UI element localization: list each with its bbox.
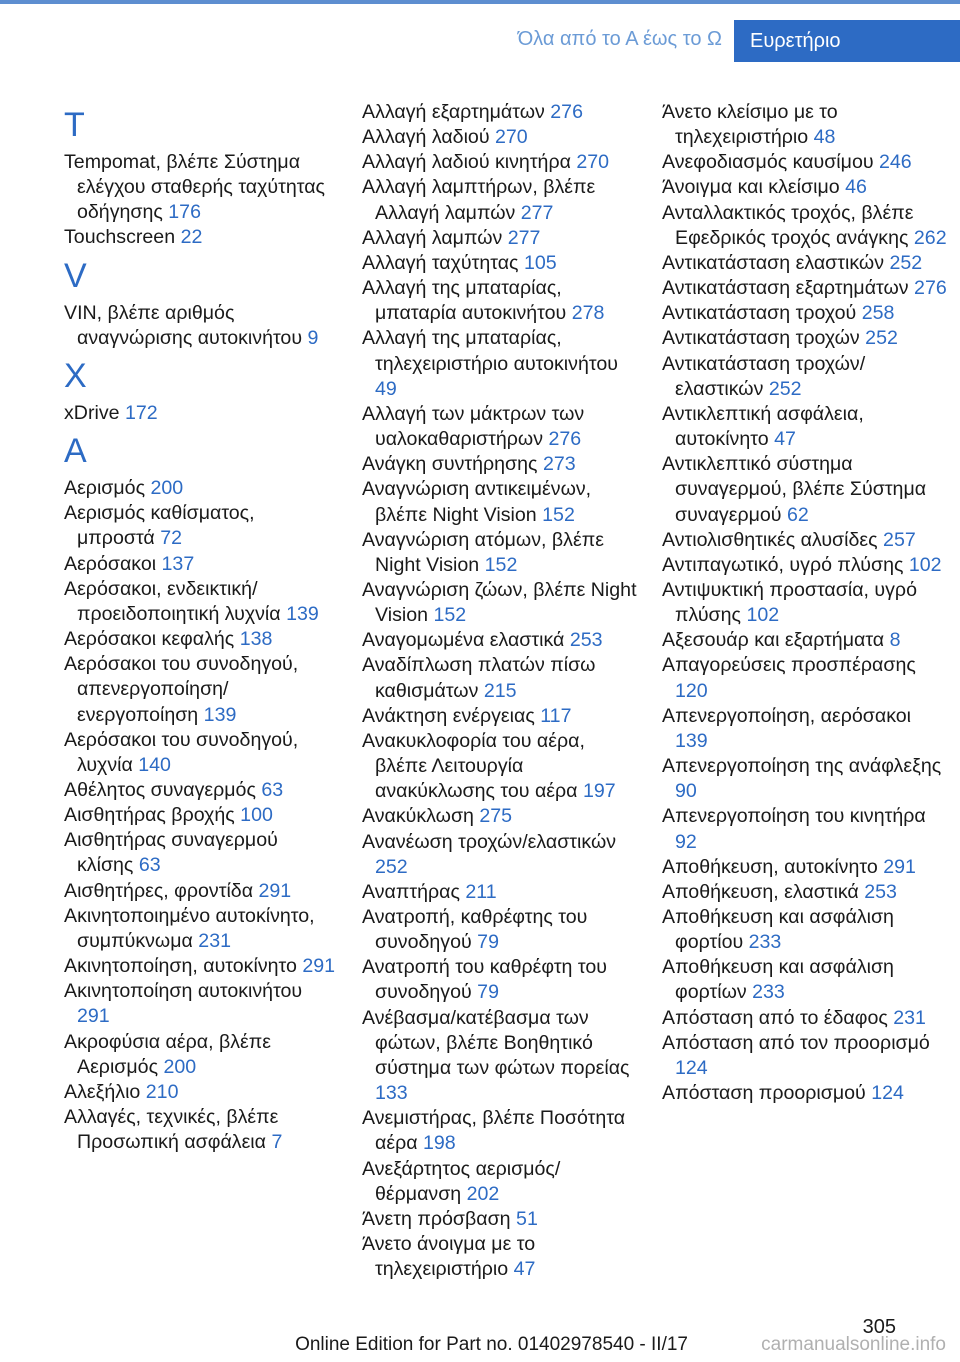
page-reference-link[interactable]: 51 [516,1207,538,1230]
index-entry [362,477,638,527]
section-title: Όλα από το Α έως το Ω [517,28,722,50]
index-entry-text: Αντικλεπτική ασφάλεια, αυτοκίνητο [662,402,864,451]
page-reference-link[interactable]: 291 [258,879,292,902]
index-entry-text: Αντιπαγωτικό, υγρό πλύσης [662,553,904,576]
page-reference-link[interactable]: 291 [883,855,916,878]
page-reference-link[interactable]: 278 [571,302,605,325]
index-entry-text: Ανατροπή, καθρέφτης του συνοδηγού [362,906,588,954]
page-reference-link[interactable]: 46 [845,176,867,199]
page-reference-link[interactable]: 257 [883,528,916,551]
index-entry [662,251,948,276]
index-entry [662,704,948,754]
index-entry-text: Αλλαγή της μπαταρίας, μπαταρία αυτοκινήτου [362,277,567,325]
index-entry [362,1207,638,1232]
page-reference-link[interactable]: 252 [375,855,408,878]
index-entry [662,276,948,301]
index-entry [64,652,336,727]
index-entry [662,301,948,326]
index-entry [362,402,638,452]
index-entry-text: Ανταλλακτικός τροχός, βλέπε Εφεδρικός τροχός ανάγκης [662,201,914,249]
page-reference-link[interactable]: 152 [433,604,467,627]
index-entry-text: Αλλαγή λαδιού [362,126,490,149]
page-reference-link[interactable]: 138 [239,628,273,651]
page-reference-link[interactable]: 79 [477,931,499,954]
index-entry-text: Ανατροπή του καθρέφτη του συνοδηγού [362,956,607,1004]
page-reference-link[interactable]: 291 [77,1005,110,1028]
index-entry [64,150,336,225]
index-entry-text: Απόσταση προορισμού [662,1082,866,1105]
page-reference-link[interactable]: 22 [180,226,203,249]
page-reference-link[interactable]: 262 [913,226,947,249]
index-entry-text: Αντικλεπτικό σύστημα συναγερμού, βλέπε Σύστημα συναγερμού [662,453,927,526]
page-reference-link[interactable]: 200 [150,477,184,500]
index-entry-text: Αισθητήρας συναγερμού κλίσης [64,829,278,877]
index-entry [64,501,336,551]
index-entry-text: Αναπτήρας [362,880,460,903]
index-entry-text: Αλλαγή εξαρτημάτων [362,101,545,123]
index-entry-text: Αναγομωμένα ελαστικά [362,629,565,652]
index-entry-text: Απενεργοποίηση της ανάφλεξης [662,755,942,778]
index-entry-text: Αποθήκευση και ασφάλιση φορτίων [662,956,894,1004]
index-entry-text: Αντικατάσταση τροχών/ελαστικών [662,352,866,400]
index-entry [362,653,638,703]
index-entry-text: Άνετη πρόσβαση [362,1207,511,1230]
page-reference-link[interactable]: 152 [542,503,575,526]
index-entry-text: Αξεσουάρ και εξαρτήματα [662,629,885,652]
page-reference-link[interactable]: 90 [675,780,697,803]
index-entry [64,879,336,904]
page-reference-link[interactable]: 63 [138,854,161,877]
page-reference-link[interactable]: 276 [548,428,582,451]
index-entry-text: Απενεργοποίηση, αερόσακοι [662,704,912,727]
page-reference-link[interactable]: 139 [675,729,708,752]
index-entry-text: Ακινητοποίηση, αυτοκίνητο [64,955,297,978]
index-letter: Α [64,432,87,471]
page-reference-link[interactable]: 48 [813,126,836,149]
index-entry [362,326,638,401]
page-reference-link[interactable]: 124 [675,1056,708,1079]
page-reference-link[interactable]: 105 [523,251,557,274]
index-entry-text: Αποθήκευση, ελαστικά [662,880,859,903]
index-entry [662,653,948,703]
index-entry [64,225,336,250]
index-letter: X [64,356,87,395]
index-entry [662,578,948,628]
page-reference-link[interactable]: 276 [914,277,947,300]
index-entry-text: Αερόσακοι του συνοδηγού, λυχνία [64,728,299,776]
index-entry [64,954,336,979]
page-reference-link[interactable]: 62 [786,503,809,526]
index-entry [662,175,948,200]
index-entry [362,880,638,905]
page-reference-link[interactable]: 253 [569,629,603,652]
page-reference-link[interactable]: 210 [145,1080,179,1103]
page-reference-link[interactable]: 140 [138,753,171,776]
page-reference-link[interactable]: 197 [582,780,616,803]
page-reference-link[interactable]: 276 [550,101,583,123]
index-entry [362,905,638,955]
index-entry [64,1030,336,1080]
index-entry [662,804,948,854]
index-entry-text: Tempomat, βλέπε Σύστημα ελέγχου σταθερής ταχύτητας οδήγησης [64,151,325,224]
page-reference-link[interactable]: 79 [477,981,499,1004]
page-reference-link[interactable]: 211 [465,880,497,903]
index-entry-text: Αερισμός [64,477,146,500]
index-entry-text: Ακινητοποίηση αυτοκινήτου [64,980,303,1003]
index-entry-text: Απενεργοποίηση του κινητήρα [662,805,926,828]
page-reference-link[interactable]: 139 [286,602,319,625]
index-entry [64,301,336,351]
page-reference-link[interactable]: 137 [161,552,195,575]
index-entry [662,880,948,905]
page-reference-link[interactable]: 9 [307,326,319,349]
index-letter: V [64,256,87,295]
index-entry [64,728,336,778]
index-entry-text: Αναγνώριση ζώων, βλέπε Night Vision [362,578,637,627]
index-entry-text: Άνοιγμα και κλείσιμο [662,176,840,199]
index-entry [64,627,336,652]
page-reference-link[interactable]: 124 [871,1082,904,1105]
index-entry-text: Αερόσακοι κεφαλής [64,628,235,651]
page-reference-link[interactable]: 277 [507,226,541,249]
page-reference-link[interactable]: 172 [124,401,158,424]
index-entry-text: Ακροφύσια αέρα, βλέπε Αερισμός [64,1030,272,1078]
index-entry [662,855,948,880]
page-reference-link[interactable]: 120 [675,679,708,702]
index-entry [662,402,948,452]
index-entry [362,1106,638,1156]
index-entry-text: Άνετο άνοιγμα με το τηλεχειριστήριο [362,1233,536,1281]
index-entry [64,803,336,828]
page-reference-link[interactable]: 63 [261,778,284,801]
index-entry-text: Αναγνώριση ατόμων, βλέπε Night Vision [362,528,604,576]
index-entry-text: Αναδίπλωση πλατών πίσω καθισμάτων [362,654,596,702]
page-reference-link[interactable]: 72 [160,527,182,550]
index-entry [362,276,638,326]
page-reference-link[interactable]: 270 [495,126,528,149]
header-rule [0,0,960,4]
watermark: carmanualsonline.info [761,1334,946,1355]
page-reference-link[interactable]: 7 [271,1131,283,1154]
index-entry-text: Αναγνώριση αντικειμένων, βλέπε Night Vision [362,478,592,526]
page-reference-link[interactable]: 253 [864,880,897,903]
page-reference-link[interactable]: 252 [865,327,898,350]
index-entry [662,201,948,251]
index-entry [362,150,638,175]
index-entry-text: Αποθήκευση και ασφάλιση φορτίου [662,906,894,954]
index-entry-text: Ανάγκη συντήρησης [362,453,538,476]
index-entry-text: Αντικατάσταση εξαρτημάτων [662,277,909,300]
index-entry [64,577,336,627]
index-entry-text: Αλλαγή λαμπών [362,226,503,249]
index-entry [662,326,948,351]
index-entry [662,754,948,804]
index-entry-text: Αντιψυκτική προστασία, υγρό πλύσης [662,578,917,627]
index-letter: T [64,106,85,144]
index-entry [64,552,336,577]
index-entry [662,905,948,955]
page-reference-link[interactable]: 92 [675,830,697,853]
index-entry-text: Touchscreen [64,226,176,249]
page-reference-link[interactable]: 275 [479,805,513,828]
page-reference-link[interactable]: 246 [879,151,912,174]
page-reference-link[interactable]: 273 [542,453,576,476]
index-entry [64,904,336,954]
page-reference-link[interactable]: 233 [748,931,782,954]
page-reference-link[interactable]: 252 [768,377,802,400]
index-entry [362,226,638,251]
index-entry [662,1006,948,1031]
index-entry [362,578,638,628]
index-entry-text: Ανεξάρτητος αερισμός/θέρμανση [362,1157,561,1205]
index-entry-text: Απόσταση από το έδαφος [662,1006,888,1029]
index-entry [662,528,948,553]
index-entry [362,100,638,125]
index-entry-text: VIN, βλέπε αριθμός αναγνώρισης αυτοκινήτου [64,301,303,349]
page-number: 305 [862,1316,896,1338]
page-reference-link[interactable]: 102 [908,553,942,576]
page-reference-link[interactable]: 8 [889,629,901,652]
edition-note: Online Edition for Part no. 01402978540 - II/17 [295,1334,688,1355]
index-entry-text: Αερισμός καθίσματος, μπροστά [64,502,255,550]
index-entry [362,704,638,729]
page-reference-link[interactable]: 233 [752,981,785,1004]
index-entry [64,1105,336,1155]
index-entry [362,628,638,653]
index-entry-text: Απόσταση από τον προορισμό [662,1031,930,1054]
index-entry-text: Ανεφοδιασμός καυσίμου [662,151,874,174]
page-reference-link[interactable]: 198 [423,1132,456,1155]
index-entry [362,955,638,1005]
index-entry [362,804,638,829]
index-entry [362,251,638,276]
page-reference-link[interactable]: 258 [861,302,895,325]
index-entry [64,828,336,878]
index-entry [662,955,948,1005]
page-reference-link[interactable]: 270 [576,151,610,174]
index-entry-text: Αλλαγή λαδιού κινητήρα [362,151,571,174]
index-entry [662,100,948,150]
index-entry [362,1232,638,1282]
index-entry-text: Ανακύκλωση [362,805,474,828]
index-entry-text: Αισθητήρες, φροντίδα [64,879,254,902]
index-entry [64,476,336,501]
index-entry [662,452,948,527]
index-entry-text: Αποθήκευση, αυτοκίνητο [662,855,878,878]
index-tab[interactable]: Ευρετήριο [734,20,960,62]
index-entry-text: Απαγορεύσεις προσπέρασης [662,654,916,677]
index-entry-text: Αλλαγή των μάκτρων των υαλοκαθαριστήρων [362,402,585,451]
page-reference-link[interactable]: 231 [198,929,231,952]
index-column-2 [362,100,638,1282]
index-entry-text: xDrive [64,401,120,424]
page-reference-link[interactable]: 215 [483,679,517,702]
page-reference-link[interactable]: 117 [540,704,572,727]
index-entry [64,778,336,803]
index-entry [662,553,948,578]
page-reference-link[interactable]: 252 [889,251,923,274]
index-entry-text: Ανακυκλοφορία του αέρα, βλέπε Λειτουργία ανακύκλωσης του αέρα [362,729,585,803]
index-entry-text: Ανανέωση τροχών/ελαστικών [362,830,617,853]
page-header [0,0,960,62]
page-reference-link[interactable]: 202 [466,1182,500,1205]
index-entry-text: Άνετο κλείσιμο με το τηλεχειριστήριο [662,101,838,149]
index-entry [662,352,948,402]
page-reference-link[interactable]: 133 [375,1082,408,1105]
page-reference-link[interactable]: 152 [484,553,518,576]
page-reference-link[interactable]: 47 [774,428,796,451]
index-entry [362,1157,638,1207]
index-entry [362,452,638,477]
index-entry-text: Ανάκτηση ενέργειας [362,704,535,727]
page-reference-link[interactable]: 102 [746,604,780,627]
page-reference-link[interactable]: 200 [163,1055,197,1078]
index-entry-text: Αλεξήλιο [64,1080,141,1103]
index-entry-text: Αντιολισθητικές αλυσίδες [662,528,878,551]
index-entry [662,628,948,653]
index-entry-text: Αερόσακοι, ενδεικτική/προειδοποιητική λυχνία [64,577,281,625]
page-reference-link[interactable]: 47 [513,1258,536,1281]
index-entry-text: Αντικατάσταση ελαστικών [662,251,884,274]
index-entry-text: Αλλαγή της μπαταρίας, τηλεχειριστήριο αυτοκινήτου [362,327,618,375]
index-entry [64,979,336,1029]
page-reference-link[interactable]: 231 [893,1006,926,1029]
index-entry [362,830,638,880]
page-reference-link[interactable]: 49 [375,377,397,400]
index-entry [64,1080,336,1105]
page-reference-link[interactable]: 291 [302,955,336,978]
page-reference-link[interactable]: 176 [168,201,201,224]
index-entry [362,175,638,225]
index-entry-text: Ανέβασμα/κατέβασμα των φώτων, βλέπε Βοηθητικό σύστημα των φώτων πορείας [362,1006,630,1079]
index-entry-text: Αερόσακοι του συνοδηγού, απενεργοποίηση/ενεργοποίηση [64,653,299,726]
index-entry-text: Αλλαγή ταχύτητας [362,251,519,274]
index-entry-text: Αντικατάσταση τροχών [662,327,860,350]
index-column-1 [64,100,336,1155]
index-entry [662,1081,948,1106]
page-reference-link[interactable]: 100 [240,804,273,827]
index-entry [362,729,638,804]
index-entry-text: Αντικατάσταση τροχού [662,302,857,325]
index-entry-text: Αλλαγή λαμπτήρων, βλέπε Αλλαγή λαμπών [362,176,596,224]
index-entry [362,1006,638,1107]
index-entry-text: Αλλαγές, τεχνικές, βλέπε Προσωπική ασφάλεια [64,1106,279,1154]
index-entry [662,150,948,175]
index-entry-text: Αθέλητος συναγερμός [64,778,256,801]
index-entry [362,528,638,578]
index-column-3 [662,100,948,1106]
page-reference-link[interactable]: 277 [520,201,554,224]
index-entry [362,125,638,150]
index-entry [64,401,336,426]
page-reference-link[interactable]: 139 [203,703,237,726]
index-entry-text: Αισθητήρας βροχής [64,804,235,827]
index-entry-text: Ανεμιστήρας, βλέπε Ποσότητα αέρα [362,1107,626,1155]
index-entry [662,1031,948,1081]
index-entry-text: Αερόσακοι [64,552,157,575]
index-entry-text: Ακινητοποιημένο αυτοκίνητο, συμπύκνωμα [64,904,315,952]
